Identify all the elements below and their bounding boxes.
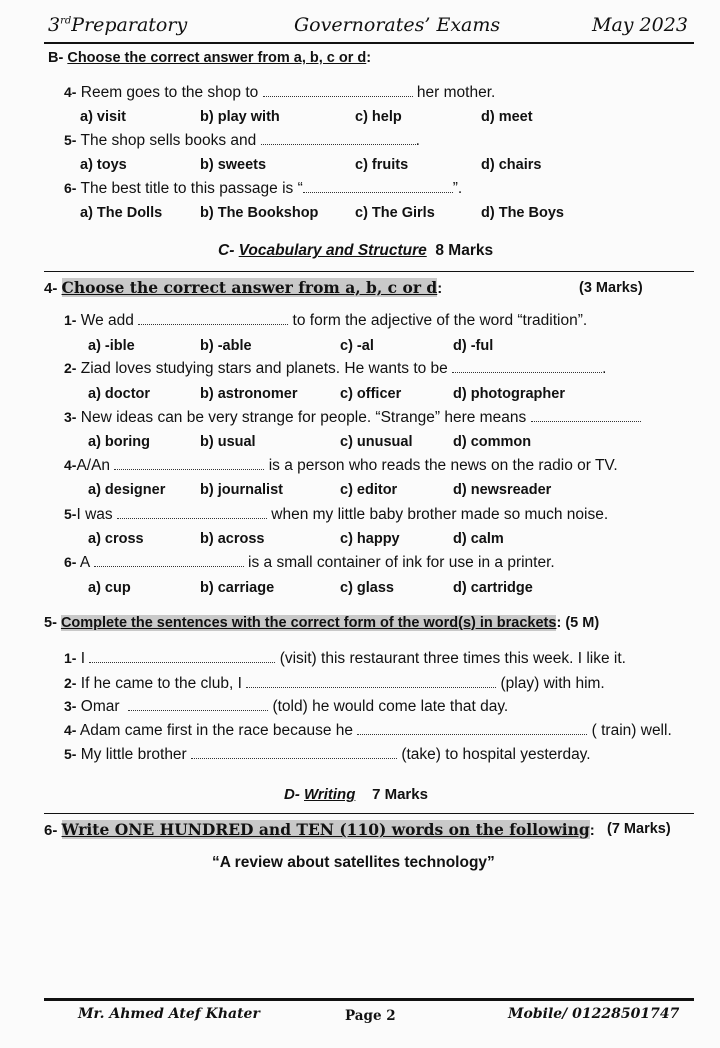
option: b) -able <box>200 338 252 354</box>
question-b4: 4- Reem goes to the shop to her mother. <box>64 84 496 101</box>
option: d) The Boys <box>481 205 564 221</box>
q5-heading: 5- Complete the sentences with the correct form of the word(s) in brackets: (5 M) <box>44 615 600 631</box>
section-c-heading: C- Vocabulary and Structure 8 Marks <box>218 242 494 259</box>
question-5-4: 4- Adam came first in the race because he ( train) well. <box>64 722 672 739</box>
option: c) happy <box>340 531 400 547</box>
option: a) -ible <box>88 338 135 354</box>
option: b) journalist <box>200 482 283 498</box>
question-b6: 6- The best title to this passage is “ ”. <box>64 180 463 197</box>
question-4-3: 3- New ideas can be very strange for people. “Strange” here means <box>64 409 641 427</box>
grade-label: 3rdPreparatory <box>48 14 188 36</box>
exam-date: May 2023 <box>592 14 688 36</box>
question-5-3: 3- Omar (told) he would come late that day. <box>64 698 509 715</box>
option: b) play with <box>200 109 280 125</box>
question-5-2: 2- If he came to the club, I (play) with him. <box>64 675 605 692</box>
question-4-6: 6- A is a small container of ink for use in a printer. <box>64 554 555 571</box>
question-4-4: 4-A/An is a person who reads the news on the radio or TV. <box>64 457 618 474</box>
option: a) visit <box>80 109 126 125</box>
option: d) cartridge <box>453 580 533 596</box>
option: c) officer <box>340 386 402 402</box>
q6-heading: 6- Write ONE HUNDRED and TEN (110) words on the following: <box>44 820 595 839</box>
option: a) boring <box>88 434 151 450</box>
question-4-2: 2- Ziad loves studying stars and planets. He wants to be . <box>64 360 607 377</box>
option: d) common <box>453 434 532 450</box>
option: d) meet <box>481 109 533 125</box>
option: a) toys <box>80 157 127 173</box>
option: b) The Bookshop <box>200 205 319 221</box>
question-5-1: 1- I (visit) this restaurant three times this week. I like it. <box>64 650 626 667</box>
section-rule <box>44 813 694 814</box>
section-rule <box>44 271 694 272</box>
question-b5: 5- The shop sells books and . <box>64 132 420 149</box>
option: c) help <box>355 109 402 125</box>
option: a) designer <box>88 482 166 498</box>
option: a) cup <box>88 580 131 596</box>
option: a) doctor <box>88 386 151 402</box>
option: b) across <box>200 531 265 547</box>
section-d-heading: D- Writing 7 Marks <box>284 786 428 803</box>
option: b) carriage <box>200 580 275 596</box>
writing-topic: “A review about satellites technology” <box>212 854 495 871</box>
option: c) editor <box>340 482 398 498</box>
option: c) The Girls <box>355 205 435 221</box>
section-b-heading: B- Choose the correct answer from a, b, c or d: <box>48 50 372 66</box>
option: d) chairs <box>481 157 542 173</box>
option: d) photographer <box>453 386 565 402</box>
question-4-5: 5-I was when my little baby brother made so much noise. <box>64 506 609 523</box>
option: b) sweets <box>200 157 267 173</box>
q4-marks: (3 Marks) <box>579 280 643 296</box>
option: c) glass <box>340 580 394 596</box>
question-4-1: 1- We add to form the adjective of the word “tradition”. <box>64 312 588 329</box>
footer-author: Mr. Ahmed Atef Khater <box>78 1006 260 1022</box>
q6-marks: (7 Marks) <box>607 821 671 837</box>
header-rule <box>44 42 694 44</box>
option: a) The Dolls <box>80 205 163 221</box>
footer-page: Page 2 <box>345 1008 396 1024</box>
exam-title: Governorates’ Exams <box>294 14 501 36</box>
option: b) astronomer <box>200 386 298 402</box>
option: d) calm <box>453 531 504 547</box>
option: b) usual <box>200 434 256 450</box>
option: d) -ful <box>453 338 494 354</box>
option: c) unusual <box>340 434 413 450</box>
option: c) fruits <box>355 157 409 173</box>
option: d) newsreader <box>453 482 552 498</box>
footer-mobile: Mobile/ 01228501747 <box>508 1006 680 1022</box>
question-5-5: 5- My little brother (take) to hospital yesterday. <box>64 746 591 763</box>
option: c) -al <box>340 338 374 354</box>
q4-heading: 4- Choose the correct answer from a, b, c or d: <box>44 278 443 297</box>
option: a) cross <box>88 531 144 547</box>
footer-rule <box>44 998 694 1001</box>
